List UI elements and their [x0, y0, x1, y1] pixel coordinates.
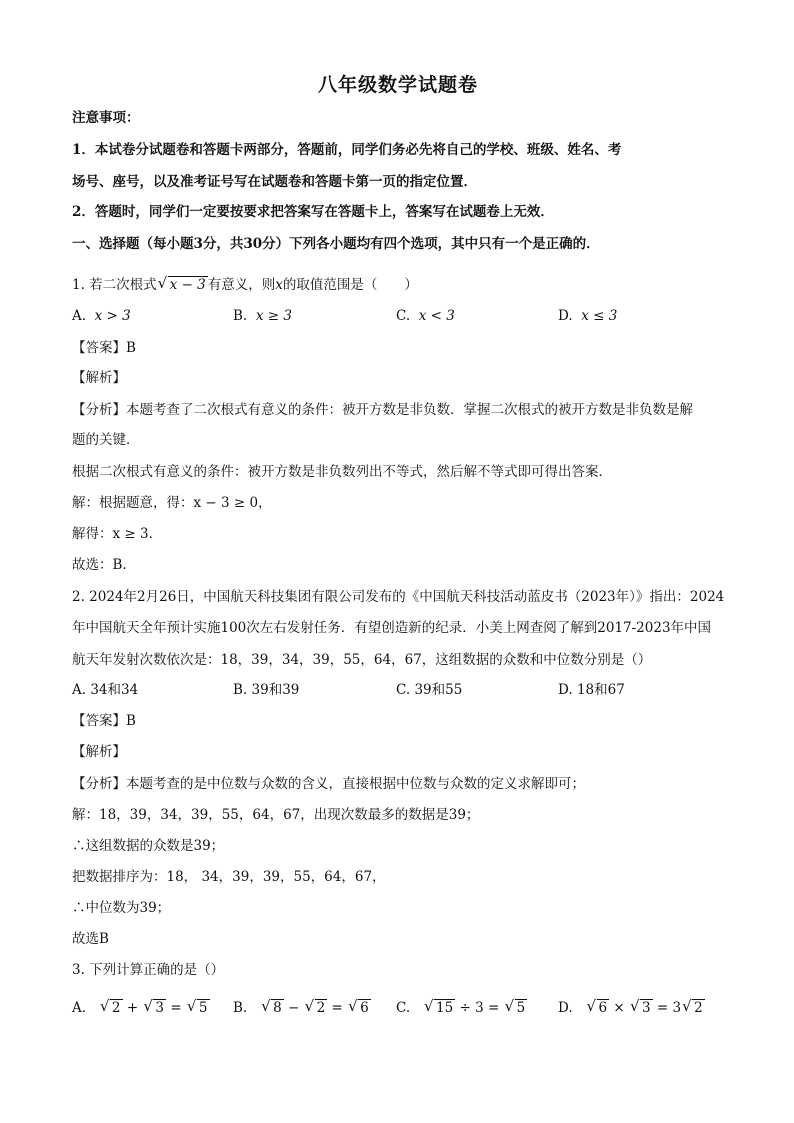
- q1-stem-end: 的取值范围是（ ）: [282, 277, 418, 293]
- page-title: 八年级数学试题卷: [317, 74, 478, 96]
- q1-solution-3: 故选：B．: [72, 557, 136, 573]
- q1-variable: x: [275, 277, 283, 293]
- option-text: x ≥ 3: [255, 308, 292, 324]
- q2-solution-5: 故选B: [72, 931, 109, 947]
- q1-radical: [158, 275, 208, 295]
- option-text: x > 3: [94, 308, 131, 324]
- sqrt-term: [187, 998, 210, 1018]
- q2-option-b: [233, 680, 299, 700]
- q1-analysis-line-3: 根据二次根式有意义的条件：被开方数是非负数列出不等式，然后解不等式即可得出答案．: [72, 464, 612, 480]
- q1-analysis-line-2: 题的关键．: [72, 432, 140, 448]
- notice-item-1-line-1: 1．本试卷分试题卷和答题卡两部分，答题前，同学们务必先将自己的学校、班级、姓名、考: [72, 142, 622, 158]
- option-label: C.: [396, 682, 411, 698]
- q1-stem-prefix: 1. 若二次根式: [72, 277, 157, 293]
- option-text: x < 3: [418, 308, 455, 324]
- option-text: 39和39: [251, 682, 300, 698]
- radicand: 3: [642, 1000, 651, 1016]
- radicand: 6: [360, 1000, 369, 1016]
- option-label: A.: [72, 682, 87, 698]
- sqrt-term: [630, 998, 653, 1018]
- q1-solution-2: 解得：x ≥ 3．: [72, 526, 163, 542]
- radicand: 2: [694, 1000, 703, 1016]
- option-label: C.: [396, 308, 411, 324]
- operator: ÷ 3: [459, 1000, 484, 1016]
- q1-radicand: x − 3: [169, 277, 206, 293]
- radicand: 2: [316, 1000, 326, 1016]
- question-2-stem-line-2: 年中国航天全年预计实施100次左右发射任务．有望创造新的纪录．小美上网查阅了解到2017-2023年中国: [72, 620, 712, 636]
- sqrt-term: [348, 998, 371, 1018]
- q1-solution-1: 解：根据题意，得：x − 3 ≥ 0，: [72, 495, 272, 511]
- q2-analysis-line-1: 【分析】本题考查的是中位数与众数的含义，直接根据中位数与众数的定义求解即可；: [72, 776, 585, 792]
- operator: −: [287, 1000, 300, 1016]
- radicand: 3: [155, 1000, 165, 1016]
- q2-analysis-heading: 【解析】: [72, 744, 126, 760]
- sqrt-term: [261, 998, 284, 1018]
- q2-solution-1: 解：18，39，34，39，55，64，67，出现次数最多的数据是39；: [72, 807, 480, 823]
- option-label: B.: [233, 308, 248, 324]
- q1-answer: 【答案】B: [72, 340, 136, 356]
- q3-option-a: [72, 998, 210, 1018]
- q2-solution-2: ∴这组数据的众数是39；: [72, 838, 225, 854]
- radicand: 15: [436, 1000, 454, 1016]
- option-text: 34和34: [90, 682, 139, 698]
- equals: =: [488, 1000, 500, 1016]
- notice-heading: 注意事项：: [72, 110, 140, 126]
- radicand: 6: [598, 1000, 608, 1016]
- radicand: 5: [516, 1000, 526, 1016]
- q2-answer: 【答案】B: [72, 713, 136, 729]
- sqrt-term: [305, 998, 328, 1018]
- notice-item-2: 2．答题时，同学们一定要按要求把答案写在答题卡上，答案写在试题卷上无效．: [72, 204, 554, 220]
- radicand: 5: [198, 1000, 208, 1016]
- q2-option-d: [558, 680, 625, 700]
- question-3-stem: 3. 下列计算正确的是（）: [72, 962, 225, 978]
- operator: ×: [613, 1000, 625, 1016]
- q3-option-d: [558, 998, 705, 1018]
- option-text: 18和67: [576, 682, 625, 698]
- radicand: 8: [273, 1000, 282, 1016]
- option-label: B.: [233, 1000, 248, 1016]
- sqrt-term: [100, 998, 123, 1018]
- question-2-stem-line-1: 2. 2024年2月26日，中国航天科技集团有限公司发布的《中国航天科技活动蓝皮书（2023年）》指出：2024: [72, 589, 725, 605]
- option-label: B.: [233, 682, 248, 698]
- sqrt-term: [587, 998, 610, 1018]
- option-label: D.: [558, 682, 573, 698]
- coefficient: 3: [672, 1000, 682, 1016]
- q1-option-b: [233, 306, 292, 326]
- q1-option-a: [72, 306, 131, 326]
- equals: =: [170, 1000, 182, 1016]
- q1-analysis-heading: 【解析】: [72, 370, 126, 386]
- option-label: A.: [72, 308, 87, 324]
- q1-analysis-line-1: 【分析】本题考查了二次根式有意义的条件：被开方数是非负数．掌握二次根式的被开方数是非负数是解: [72, 402, 693, 418]
- q1-stem-middle: 有意义，则: [207, 277, 276, 293]
- sqrt-term: [505, 998, 528, 1018]
- operator: +: [126, 1000, 139, 1016]
- q2-option-a: [72, 680, 138, 700]
- sqrt-term: [143, 998, 166, 1018]
- q2-solution-4: ∴中位数为39；: [72, 900, 171, 916]
- option-text: x ≤ 3: [581, 308, 618, 324]
- option-label: D.: [558, 308, 573, 324]
- q2-option-c: [396, 680, 462, 700]
- q3-option-b: [233, 998, 371, 1018]
- option-text: 39和55: [414, 682, 463, 698]
- notice-item-1-line-2: 场号、座号，以及准考证号写在试题卷和答题卡第一页的指定位置．: [72, 174, 477, 190]
- q1-option-c: [396, 306, 455, 326]
- sqrt-term: [424, 998, 455, 1018]
- option-label: A.: [72, 1000, 87, 1016]
- option-label: D.: [558, 1000, 573, 1016]
- question-2-stem-line-3: 航天年发射次数依次是：18，39，34，39，55，64，67，这组数据的众数和中位数分别是（）: [72, 652, 652, 668]
- q2-solution-3: 把数据排序为：18， 34，39，39，55，64，67，: [72, 869, 386, 885]
- sqrt-term: [682, 998, 705, 1018]
- equals: =: [656, 1000, 669, 1016]
- question-1-stem: [72, 275, 418, 295]
- radicand: 2: [111, 1000, 121, 1016]
- q1-option-d: [558, 306, 617, 326]
- q3-option-c: [396, 998, 527, 1018]
- section-heading: 一、选择题（每小题3分，共30分）下列各小题均有四个选项，其中只有一个是正确的．: [72, 236, 600, 252]
- option-label: C.: [396, 1000, 411, 1016]
- equals: =: [331, 1000, 343, 1016]
